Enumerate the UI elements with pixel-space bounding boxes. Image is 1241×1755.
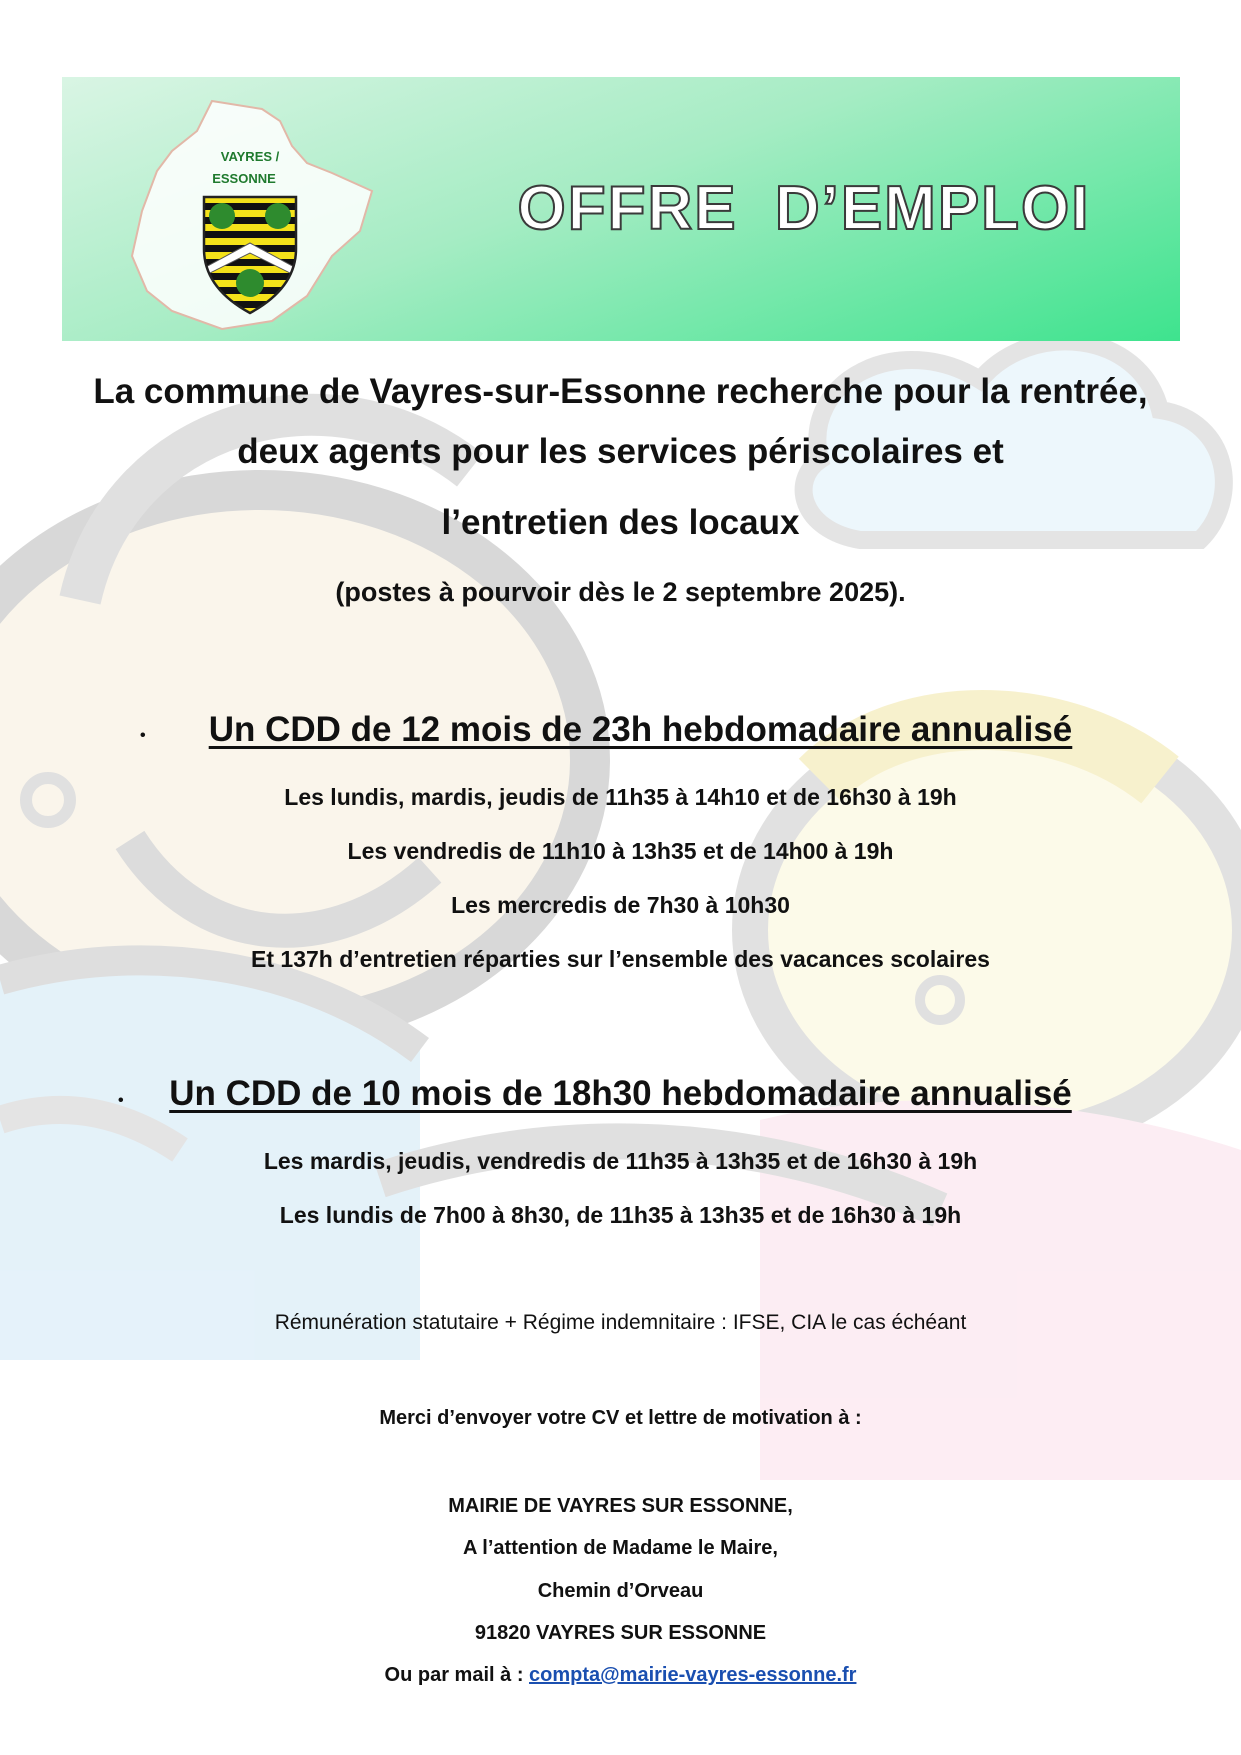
contact-intro: Merci d’envoyer votre CV et lettre de motivation à :: [379, 1407, 862, 1429]
intro-start-date: (postes à pourvoir dès le 2 septembre 2025).: [335, 577, 906, 607]
offer-1-line-4: Et 137h d’entretien réparties sur l’ensemble des vacances scolaires: [251, 946, 990, 972]
contact-address-line-1: MAIRIE DE VAYRES SUR ESSONNE,: [448, 1495, 793, 1517]
contact-address-line-4: 91820 VAYRES SUR ESSONNE: [474, 1622, 767, 1644]
intro-line-1: La commune de Vayres-sur-Essonne recherche pour la rentrée,: [93, 372, 1148, 411]
logo-line2: ESSONNE: [212, 171, 276, 186]
offer-1-line-3: Les mercredis de 7h30 à 10h30: [451, 892, 790, 918]
email-link[interactable]: compta@mairie-vayres-essonne.fr: [529, 1664, 857, 1686]
offer-1-line-2: Les vendredis de 11h10 à 13h35 et de 14h00 à 19h: [347, 838, 894, 864]
bullet-icon: •: [118, 1092, 124, 1109]
offer-2-title: Un CDD de 10 mois de 18h30 hebdomadaire annualisé: [169, 1074, 1072, 1113]
header-banner: [62, 77, 1180, 341]
remuneration-text: Rémunération statutaire + Régime indemnitaire : IFSE, CIA le cas échéant: [274, 1311, 967, 1334]
email-prefix: Ou par mail à :: [384, 1664, 530, 1686]
intro-line-2: deux agents pour les services périscolaires et: [237, 432, 1004, 471]
contact-address-line-3: Chemin d’Orveau: [537, 1580, 704, 1602]
intro-line-3: l’entretien des locaux: [441, 503, 800, 542]
logo-line1: VAYRES /: [220, 149, 280, 164]
contact-email-line: [0, 1664, 1241, 1687]
page-title: OFFRE D’EMPLOI: [517, 174, 1091, 243]
offer-1-line-1: Les lundis, mardis, jeudis de 11h35 à 14h10 et de 16h30 à 19h: [284, 784, 957, 810]
offer-2-line-1: Les mardis, jeudis, vendredis de 11h35 à 13h35 et de 16h30 à 19h: [263, 1148, 978, 1174]
offer-2-line-2: Les lundis de 7h00 à 8h30, de 11h35 à 13h35 et de 16h30 à 19h: [279, 1202, 962, 1228]
contact-address-line-2: A l’attention de Madame le Maire,: [463, 1537, 778, 1559]
commune-logo: [102, 91, 382, 331]
bullet-icon: •: [140, 727, 146, 744]
offer-1-title: Un CDD de 12 mois de 23h hebdomadaire annualisé: [208, 710, 1073, 749]
